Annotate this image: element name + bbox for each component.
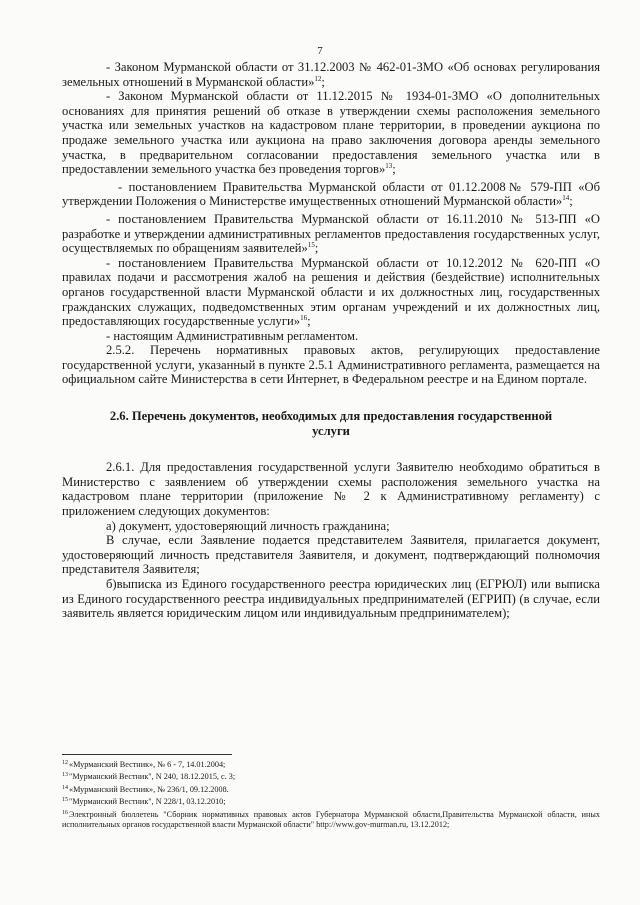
paragraph-2-5-2: 2.5.2. Перечень нормативных правовых актов, регулирующих предоставление государственной услуги, указанный в пункте 2.5.1 Административного регламента, размещается на официальном сайте Министерства в сети Интернет, в Федеральном реестре и на Едином портале.: [62, 343, 600, 387]
main-text: [62, 60, 600, 621]
paragraph-item-a: а) документ, удостоверяющий личность гражданина;: [106, 518, 390, 533]
footnote-divider: [62, 754, 232, 755]
paragraph-2-6-1: 2.6.1. Для предоставления государственной услуги Заявителю необходимо обратиться в Министерство с заявлением об утверждении схемы расположения земельного участка на кадастровом плане территории (приложение № 2 к Административному регламенту) с приложением следующих документов:: [62, 460, 600, 519]
footnote-ref-16: 16: [300, 313, 308, 322]
footnote-ref-15: 15: [307, 240, 315, 249]
footnotes: [62, 758, 600, 830]
paragraph-this-regulation: - настоящим Административным регламентом.: [106, 328, 359, 343]
footnote-14: $^{14}$«Мурманский Вестник», № 236/1, 09.12.2008.: [62, 784, 229, 794]
footnote-15: $^{15}$"Мурманский Вестник", N 228/1, 03.12.2010;: [62, 797, 226, 807]
footnote-ref-13: 13: [385, 161, 393, 170]
paragraph-law-1934: - Законом Мурманской области от 11.12.2015 № 1934-01-ЗМО «О дополнительных основаниях для принятия решений об отказе в утверждении схемы расположения земельного участка или земельных участков на кадастровом плане территории, в проведении аукциона по продаже земельного участка или аукциона на право заключения договора аренды земельного участка, в предварительном согласовании предоставления земельного участка или в предоставлении земельного участка без проведения торгов»$^{13}$;: [62, 89, 600, 177]
paragraph-decree-513: - постановлением Правительства Мурманской области от 16.11.2010 № 513-ПП «О разработке и утверждении административных регламентов предоставления государственных услуг, осуществляемых по обращениям заявителей»$^{15}$;: [62, 211, 600, 256]
footnote-12: $^{12}$«Мурманский Вестник», № 6 - 7, 14.01.2004;: [62, 760, 226, 769]
footnote-ref-14: 14: [562, 194, 570, 203]
footnote-ref-12: 12: [314, 74, 322, 83]
footnote-16: $^{16}$Электронный бюллетень "Сборник нормативных правовых актов Губернатора Мурманской области,Правительства Мурманской области, иных исполнительных органов государственной власти Мурманской области" http://www.gov-murman.ru, 13.12.2012;: [62, 809, 600, 830]
section-heading-2-6: 2.6. Перечень документов, необходимых для предоставления государственной услуги: [109, 409, 553, 438]
paragraph-item-b: б)выписка из Единого государственного реестра юридических лиц (ЕГРЮЛ) или выписка из Единого государственного реестра индивидуальных предпринимателей (ЕГРИП) (в случае, если заявитель является юридическим лицом или индивидуальным предпринимателем);: [62, 577, 600, 621]
page-number: 7: [317, 45, 323, 57]
paragraph-law-462: - Законом Мурманской области от 31.12.2003 № 462-01-ЗМО «Об основах регулирования земельных отношений в Мурманской области»$^{12}$;: [62, 60, 600, 89]
paragraph-decree-579: - постановлением Правительства Мурманской области от 01.12.2008№ 579-ПП «Об утверждении Положения о Министерстве имущественных отношений Мурманской области»$^{14}$;: [62, 179, 600, 209]
paragraph-decree-620: - постановлением Правительства Мурманской области от 10.12.2012 № 620-ПП «О правилах подачи и рассмотрения жалоб на решения и действия (бездействие) исполнительных органов государственной власти Мурманской области и их должностных лиц, государственных гражданских служащих, подведомственных этим органам учреждений и их должностных лиц, предоставляющих государственные услуги»$^{16}$;: [62, 255, 600, 329]
paragraph-representative: В случае, если Заявление подается представителем Заявителя, прилагается документ, удостоверяющий личность представителя Заявителя, и документ, подтверждающий полномочия представителя Заявителя;: [62, 533, 600, 577]
footnote-13: $^{13}$"Мурманский Вестник", N 240, 18.12.2015, с. 3;: [62, 772, 236, 782]
